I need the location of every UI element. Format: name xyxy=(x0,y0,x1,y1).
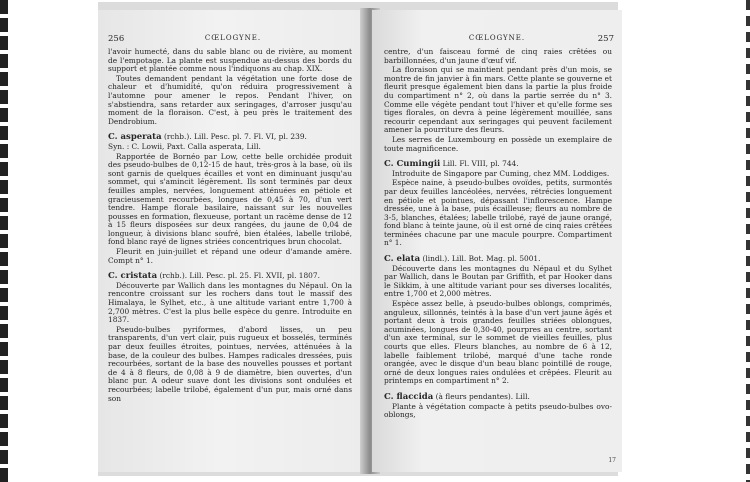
species-entry-heading xyxy=(108,133,352,142)
right-page-number: 257 xyxy=(597,34,614,44)
body-paragraph: La floraison qui se maintient pendant près d'un mois, se montre de fin janvier à fin mars. Cette plante se gouverne et fleurit presque également bien dans la partie la plus froide du compartiment n° 2, où dans la partie serrée du n° 3. Comme elle végète pendant tout l'hiver et qu'elle forme ses tiges florales, on devra à peine légèrement mouillée, sans recourir cependant aux seringages qui peuvent facilement amener la pourriture des fleurs. xyxy=(384,65,612,135)
species-authority: (à fleurs pendantes). Lill. xyxy=(435,391,530,401)
body-paragraph: Espèce assez belle, à pseudo-bulbes oblongs, comprimés, anguleux, sillonnés, teintés à la base d'un vert jaune âgés et portant deux à trois grandes feuilles striées oblongues, acuminées, longues de 0,30-40, pourpres au centre, sortant d'un axe terminal, sur le sommet de vieilles feuilles, plus courts que elles. Fleurs blanches, au nombre de 6 à 12, labelle faiblement trilobé, marqué d'une tache ronde orangée, avec le disque d'un beau blanc pointillé de rouge, orné de deux longues raies ondulées et crêpées. Fleurit au printemps en compartiment n° 2. xyxy=(384,299,612,386)
scan-edge-right xyxy=(746,0,750,482)
continued-paragraph: l'avoir humecté, dans du sable blanc ou de rivière, au moment de l'empotage. La plante est suspendue au-dessus des bords du support et plantée comme nous l'indiquons au chap. XIX. xyxy=(108,47,352,74)
species-name: C. Cumingii xyxy=(384,159,441,170)
body-paragraph: Les serres de Luxembourg en possède un exemplaire de toute magnificence. xyxy=(384,134,612,153)
open-book xyxy=(98,2,618,476)
left-page-number: 256 xyxy=(108,34,125,44)
species-entry-heading xyxy=(384,393,612,402)
species-name: C. flaccida xyxy=(384,391,434,402)
scan-edge-left xyxy=(0,0,8,482)
left-running-title: CŒLOGYNE. xyxy=(204,34,262,42)
signature-mark: 17 xyxy=(608,457,616,464)
species-name: C. elata xyxy=(384,254,421,265)
species-name: C. cristata xyxy=(108,271,158,282)
species-entry-heading xyxy=(384,160,612,169)
species-authority: (lindl.). Lill. Bot. Mag. pl. 5001. xyxy=(422,254,541,264)
species-synonym: Syn. : C. Lowii, Paxt. Calla asperata, Lill. xyxy=(108,141,261,151)
left-running-head xyxy=(98,34,368,46)
species-name: C. asperata xyxy=(108,132,162,143)
body-paragraph: Espèce naine, à pseudo-bulbes ovoïdes, petits, surmontés par deux feuilles lancéolées, nervées, rétrécies longuement en pétiole et pointues, dépassant l'inflorescence. Hampe dressée, une à la base, puis écailleuse; fleurs au nombre de 3-5, blanches, étalées; labelle trilobé, rayé de jaune orangé, fond blanc à teinte jaune, où il est orné de cinq raies crêtées terminées chacune par une macule pourpre. Compartiment n° 1. xyxy=(384,178,612,248)
body-paragraph: Toutes demandent pendant la végétation une forte dose de chaleur et d'humidité, qu'on réduira progressivement à l'automne pour amener le repos. Pendant l'hiver, on s'abstiendra, sans retarder aux seringages, d'arroser jusqu'au moment de la floraison. C'est, à peu près le traitement des Dendrobium. xyxy=(108,73,352,126)
continued-paragraph: centre, d'un faisceau formé de cinq raies crêtées ou barbillonnées, d'un jaune d'œuf vif. xyxy=(384,47,612,65)
left-page-text xyxy=(108,48,352,403)
species-authority: Lill. Fl. VIII, pl. 744. xyxy=(442,159,519,169)
right-page xyxy=(372,10,622,472)
body-paragraph: Introduite de Singapore par Cuming, chez MM. Loddiges. xyxy=(392,168,610,178)
body-paragraph: Fleurit en juin-juillet et répand une odeur d'amande amère. Compt n° 1. xyxy=(108,247,352,265)
species-entry-heading xyxy=(108,272,352,281)
species-authority: (rchb.). Lill. Pesc. pl. 25. Fl. XVII, pl. 1807. xyxy=(159,271,320,281)
body-paragraph: Plante à végétation compacte à petits pseudo-bulbes ovo-oblongs, xyxy=(384,401,612,420)
body-paragraph: Pseudo-bulbes pyriformes, d'abord lisses, un peu transparents, d'un vert clair, puis rugueux et bosselés, terminés par deux feuilles étroites, pointues, nervées, atténuées à la base, de la couleur des bulbes. Hampes radicales dressées, puis recourbées, sortant de la base des nouvelles pousses et portant de 4 à 8 fleurs, de 0,08 à 9 de diamètre, bien ouvertes, d'un blanc pur. A odeur suave dont les divisions sont ondulées et recourbées; labelle trilobé, également d'un pur, mais orné dans son xyxy=(108,324,352,403)
species-entry-heading xyxy=(384,255,612,264)
body-paragraph: Découverte dans les montagnes du Népaul et du Sylhet par Wallich, dans le Boutan par Griffith, et par Hooker dans le Sikkim, à une altitude variant pour ses diverses localités, entre 1,700 et 2,000 mètres. xyxy=(384,263,612,299)
right-running-title: CŒLOGYNE. xyxy=(468,34,526,42)
left-page xyxy=(98,10,368,472)
species-authority: (rchb.). Lill. Pesc. pl. 7. Fl. VI, pl. 239. xyxy=(163,132,307,142)
body-paragraph: Découverte par Wallich dans les montagnes du Népaul. On la rencontre croissant sur les rochers dans tout le massif des Himalaya, le Sylhet, etc., à une altitude variant entre 1,700 à 2,700 mètres. C'est la plus belle espèce du genre. Introduite en 1837. xyxy=(108,280,352,325)
right-page-text xyxy=(384,48,612,420)
body-paragraph: Rapportée de Bornéo par Low, cette belle orchidée produit des pseudo-bulbes de 0,12-15 de haut, très-gros à la base, où ils sont garnis de quelques écailles et vont en diminuant jusqu'au sommet, qui s'amincit légèrement. Ils sont terminés par deux feuilles amples, nervées, longuement atténuées en pétiole et gracieusement recourbées, longues de 0,45 à 70, d'un vert tendre. Hampe florale basilaire, naissant sur les nouvelles pousses en formation, flexueuse, portant un racème dense de 12 à 15 fleurs disposées sur deux rangées, du jaune de 0,04 de longueur, à divisions blanc soufré, bien étalées, labelle trilobé, fond blanc rayé de lignes striées concentriques brun chocolat. xyxy=(108,151,352,247)
right-running-head xyxy=(372,34,622,46)
